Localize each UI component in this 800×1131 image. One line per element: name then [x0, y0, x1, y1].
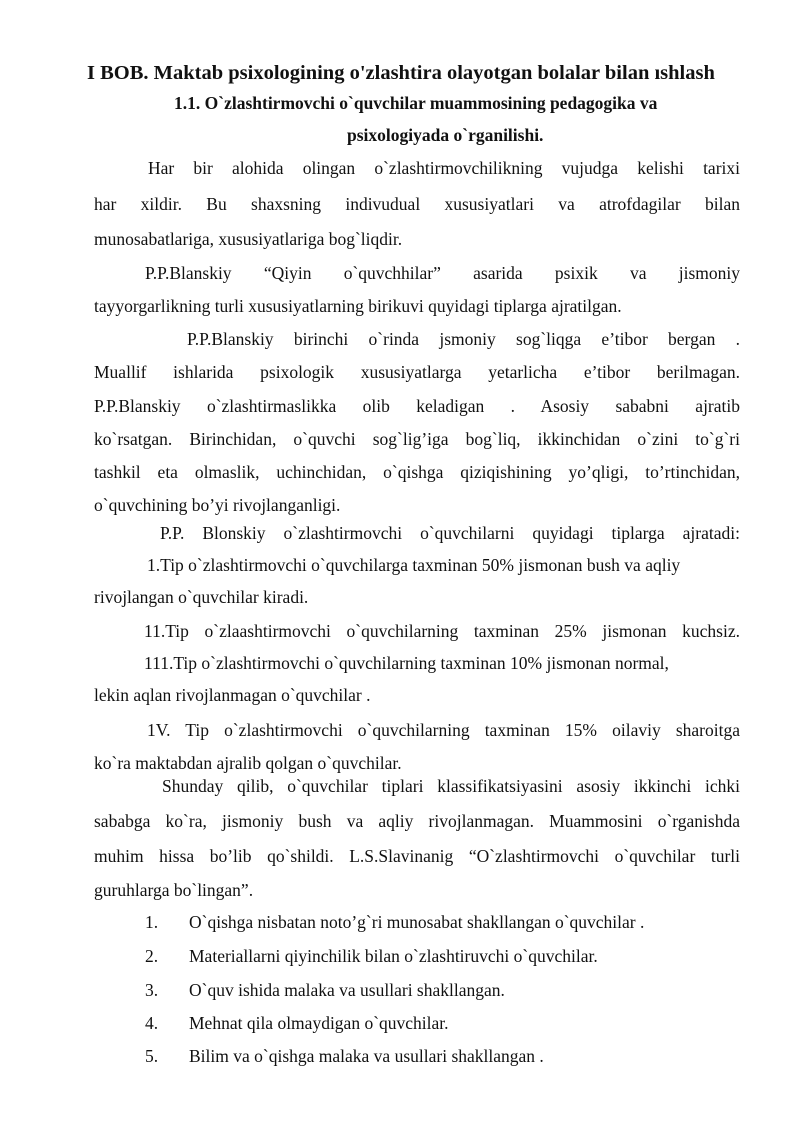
list-item-number: 2.: [145, 946, 159, 966]
paragraph-line: 111.Tip o`zlashtirmovchi o`quvchilarning taxminan 10% jismonan normal,: [144, 653, 669, 673]
paragraph-line: Har bir alohida olingan o`zlashtirmovchilikning vujudga kelishi tarixi: [148, 158, 740, 178]
list-item-number: 3.: [145, 980, 159, 1000]
list-item-text: O`qishga nisbatan noto’g`ri munosabat shakllangan o`quvchilar .: [189, 912, 645, 932]
paragraph-line: o`quvchining bo’yi rivojlanganligi.: [94, 495, 341, 515]
list-item-number: 4.: [145, 1013, 159, 1033]
paragraph-line: rivojlangan o`quvchilar kiradi.: [94, 587, 309, 607]
section-title-line-1: 1.1. O`zlashtirmovchi o`quvchilar muammosining pedagogika va: [174, 93, 658, 113]
paragraph-line: tayyorgarlikning turli xususiyatlarning birikuvi quyidagi tiplarga ajratilgan.: [94, 296, 622, 316]
list-item-number: 1.: [145, 912, 159, 932]
paragraph-line: P.P. Blonskiy o`zlashtirmovchi o`quvchilarni quyidagi tiplarga ajratadi:: [160, 523, 740, 543]
list-item-number: 5.: [145, 1046, 159, 1066]
paragraph-line: ko`ra maktabdan ajralib qolgan o`quvchilar.: [94, 753, 402, 773]
paragraph-line: P.P.Blanskiy “Qiyin o`quvchhilar” asarida psixik va jismoniy: [145, 263, 740, 283]
paragraph-line: ko`rsatgan. Birinchidan, o`quvchi sog`lig’iga bog`liq, ikkinchidan o`zini to`g`ri: [94, 429, 740, 449]
list-item-text: O`quv ishida malaka va usullari shakllangan.: [189, 980, 505, 1000]
paragraph-line: Shunday qilib, o`quvchilar tiplari klassifikatsiyasini asosiy ikkinchi ichki: [162, 776, 740, 796]
list-item-text: Mehnat qila olmaydigan o`quvchilar.: [189, 1013, 449, 1033]
paragraph-line: 1V. Tip o`zlashtirmovchi o`quvchilarning taxminan 15% oilaviy sharoitga: [147, 720, 740, 740]
paragraph-line: sababga ko`ra, jismoniy bush va aqliy rivojlanmagan. Muammosini o`rganishda: [94, 811, 740, 831]
paragraph-line: har xildir. Bu shaxsning indivudual xususiyatlari va atrofdagilar bilan: [94, 194, 740, 214]
section-title-line-2: psixologiyada o`rganilishi.: [347, 125, 544, 145]
paragraph-line: 1.Tip o`zlashtirmovchi o`quvchilarga taxminan 50% jismonan bush va aqliy: [147, 555, 681, 575]
paragraph-line: Muallif ishlarida psixologik xususiyatlarga yetarlicha e’tibor berilmagan.: [94, 362, 740, 382]
paragraph-line: muhim hissa bo’lib qo`shildi. L.S.Slavinanig “O`zlashtirmovchi o`quvchilar turli: [94, 846, 740, 866]
paragraph-line: 11.Tip o`zlaashtirmovchi o`quvchilarning taxminan 25% jismonan kuchsiz.: [144, 621, 740, 641]
paragraph-line: P.P.Blanskiy birinchi o`rinda jsmoniy sog`liqga e’tibor bergan .: [187, 329, 740, 349]
chapter-title: I BOB. Maktab psixologining o'zlashtira olayotgan bolalar bilan ıshlash: [87, 62, 715, 84]
paragraph-line: P.P.Blanskiy o`zlashtirmaslikka olib keladigan . Asosiy sababni ajratib: [94, 396, 740, 416]
paragraph-line: munosabatlariga, xususiyatlariga bog`liqdir.: [94, 229, 403, 249]
paragraph-line: guruhlarga bo`lingan”.: [94, 880, 254, 900]
paragraph-line: tashkil eta olmaslik, uchinchidan, o`qishga qiziqishining yo’qligi, to’rtinchidan,: [94, 462, 740, 482]
list-item-text: Bilim va o`qishga malaka va usullari shakllangan .: [189, 1046, 544, 1066]
list-item-text: Materiallarni qiyinchilik bilan o`zlashtiruvchi o`quvchilar.: [189, 946, 598, 966]
paragraph-line: lekin aqlan rivojlanmagan o`quvchilar .: [94, 685, 371, 705]
